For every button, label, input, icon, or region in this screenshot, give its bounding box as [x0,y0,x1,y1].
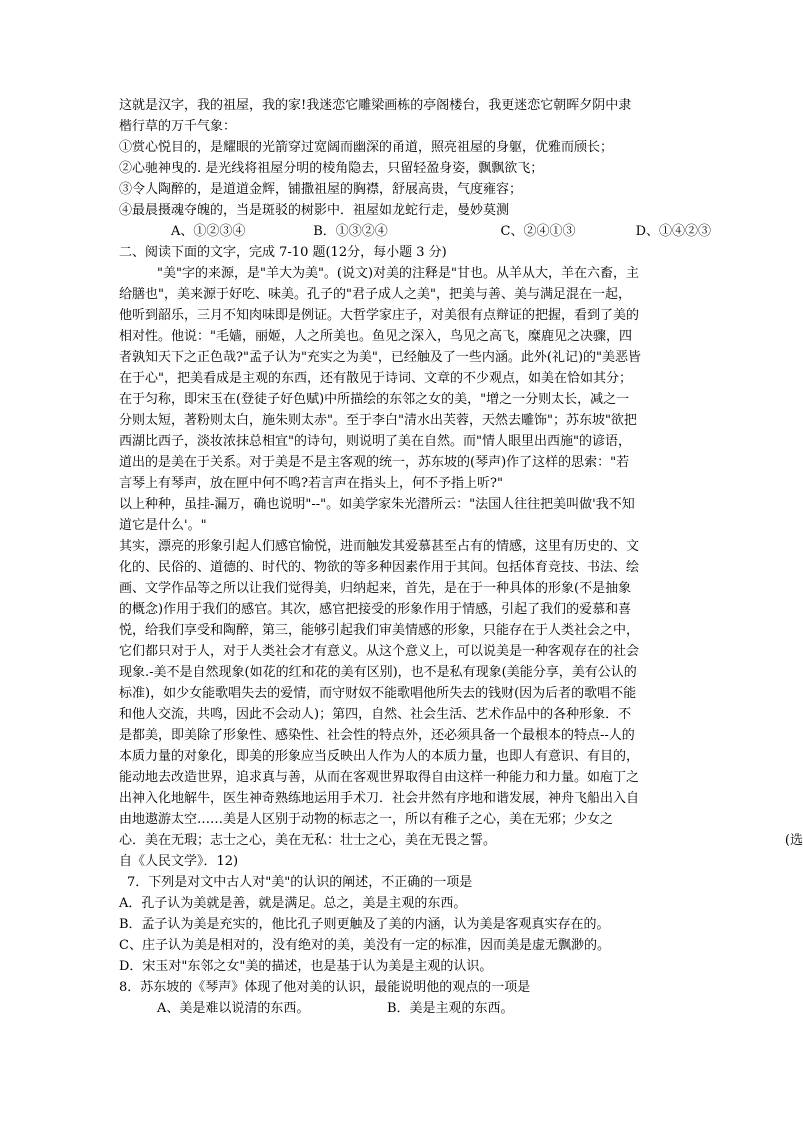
source-tail: (选 [784,833,803,848]
q6-option-a: A、①②③④ [171,224,246,239]
item-2: ②心驰神曳的. 是光线将祖屋分明的棱角隐去，只留轻盈身姿，飘飘欲飞； [119,161,544,176]
passage-line: 给膳也"，美来源于好吃、味美。孔子的"君子成人之美"，把美与善、美与满足混在一起， [119,287,631,302]
item-3: ③令人陶醉的，是道道金辉，铺撒祖屋的胸襟，舒展高贵，气度雍容； [119,182,523,197]
passage-line: 分则太短，著粉则太白，施朱则太赤"。至于李白"清水出芙蓉，天然去雕饰"；苏东坡"欲把 [119,413,637,428]
q7-option-b: B．孟子认为美是充实的，他比孔子则更触及了美的内涵，认为美是客观真实存在的。 [119,917,610,932]
q6-option-c: C、②④①③ [500,224,576,239]
q8-option-a: A、美是难以说清的东西。 [157,1001,310,1016]
passage-line: 和他人交流，共鸣，因此不会动人)；第四，自然、社会生活、艺术作品中的各种形象．不 [119,707,632,722]
passage-line: 西湖比西子，淡妆浓抹总相宜"的诗句，则说明了美在自然。而"情人眼里出西施"的谚语， [119,434,631,449]
passage-line: 相对性。他说："毛嫱，丽姬，人之所美也。鱼见之深入，鸟见之高飞，糜鹿见之决骤，四 [119,329,632,344]
passage-line: 悦，给我们享受和陶醉，第三，能够引起我们审美情感的形象，只能存在于人类社会之中， [119,623,640,638]
passage-line: 在于心"，把美看成是主观的东西，还有散见于诗词、文章的不少观点，如美在恰如其分； [119,371,632,386]
passage-line: 画、文学作品等之所以让我们觉得美，归纳起来，首先，是在于一种具体的形象(不是抽象 [119,581,632,596]
intro-line-2: 楷行草的万千气象： [119,119,237,134]
passage-line: 心．美在无瑕；志士之心，美在无私：壮士之心，美在无畏之誓。 [119,833,497,848]
passage-line: 由地遨游太空……美是人区别于动物的标志之一，所以有稚子之心，美在无邪；少女之 [119,812,614,827]
passage-line: 能动地去改造世界，追求真与善，从而在客观世界取得自由这样一种能力和力量。如庖丁之 [119,770,640,785]
passage-line: 现象.-美不是自然现象(如花的红和花的美有区别)，也不是私有现象(美能分享，美有公认的 [119,665,637,680]
passage-line: 本质力量的对象化，即美的形象应当反映出人作为人的本质力量，也即人有意识、有目的， [119,749,640,764]
passage-line: 它们都只对于人，对于人类社会才有意义。从这个意义上，可以说美是一种客观存在的社会 [119,644,640,659]
passage-line: 化的、民俗的、道德的、时代的、物欲的等多种因素作用于其间。包括体育竞技、书法、绘 [119,560,640,575]
source-line: 自《人民文学》．12) [119,854,239,869]
passage-line: 者孰知天下之正色哉?"孟子认为"充实之为美"，已经触及了一些内涵。此外(礼记)的"美恶皆 [119,350,642,365]
q7-option-d: D．宋玉对"东邻之女"美的描述，也是基于认为美是主观的认识。 [119,959,493,974]
item-1: ①赏心悦目的，是耀眼的光箭穿过宽阔而幽深的甬道，照亮祖屋的身躯，优雅而颀长； [119,140,614,155]
q7-option-c: C、庄子认为美是相对的，没有绝对的美，美没有一定的标准，因而美是虚无飘渺的。 [119,938,610,953]
passage-line: 道出的是美在于关系。对于美是不是主客观的统一，苏东坡的(琴声)作了这样的思索："若 [119,455,630,470]
passage-line: 在于匀称，即宋玉在(登徒子好色赋)中所描绘的东邻之女的美，"增之一分则太长，减之一 [119,392,630,407]
passage-line: 出神入化地解牛，医生神奇熟练地运用手术刀．社会井然有序地和谐发展，神舟飞船出入自 [119,791,640,806]
passage-line: 其实，漂亮的形象引起人们感官愉悦，进而触发其爱慕甚至占有的情感，这里有历史的、文 [119,539,640,554]
passage-last-line [119,830,803,851]
passage-line: 以上种种，虽挂-漏万，确也说明"--"。如美学家朱光潜所云："法国人往往把美叫做'我不知 [119,497,635,512]
passage-line: 他听到韶乐，三月不知肉味即是例证。大哲学家庄子，对美很有点辩证的把握，看到了美的 [119,308,640,323]
section-2-title: 二、阅读下面的文字，完成 7-10 题(12分，每小题 3 分) [119,245,447,260]
passage-line: 是都美，即美除了形象性、感染性、社会性的特点外，还必须具备一个最根本的特点--人的 [119,728,635,743]
q7-stem: 7．下列是对文中古人对"美"的认识的阐述，不正确的一项是 [127,875,473,890]
q8-stem: 8．苏东坡的《琴声》体现了他对美的认识，最能说明他的观点的一项是 [119,980,531,995]
q6-option-b: B．①③②④ [313,224,388,239]
q6-options [119,221,711,242]
q6-option-d: D、①④②③ [635,224,711,239]
passage-line: 言琴上有琴声，放在匣中何不鸣?若言声在指头上，何不予指上听?" [119,476,503,491]
intro-line-1: 这就是汉字，我的祖屋，我的家!我迷恋它雕梁画栋的亭阁楼台，我更迷恋它朝晖夕阴中隶 [119,98,632,113]
item-4: ④最晨摄魂夺魄的，当是斑驳的树影中．祖屋如龙蛇行走，曼妙莫测 [119,203,510,218]
q8-option-b: B．美是主观的东西。 [387,1001,514,1016]
passage-line: "美"字的来源，是"羊大为美"。(说文)对美的注释是"甘也。从羊从大，羊在六畜，主 [157,266,640,281]
passage-line: 道它是什么'。" [119,518,207,533]
passage-line: 的概念)作用于我们的感官。其次，感官把接受的形象作用于情感，引起了我们的爱慕和喜 [119,602,632,617]
q8-options [119,998,709,1019]
exam-page [119,95,803,1019]
passage-line: 标准)，如少女能歌唱失去的爱情，而守财奴不能歌唱他所失去的钱财(因为后者的歌唱不能 [119,686,637,701]
q7-option-a: A．孔子认为美就是善，就是满足。总之，美是主观的东西。 [119,896,467,911]
